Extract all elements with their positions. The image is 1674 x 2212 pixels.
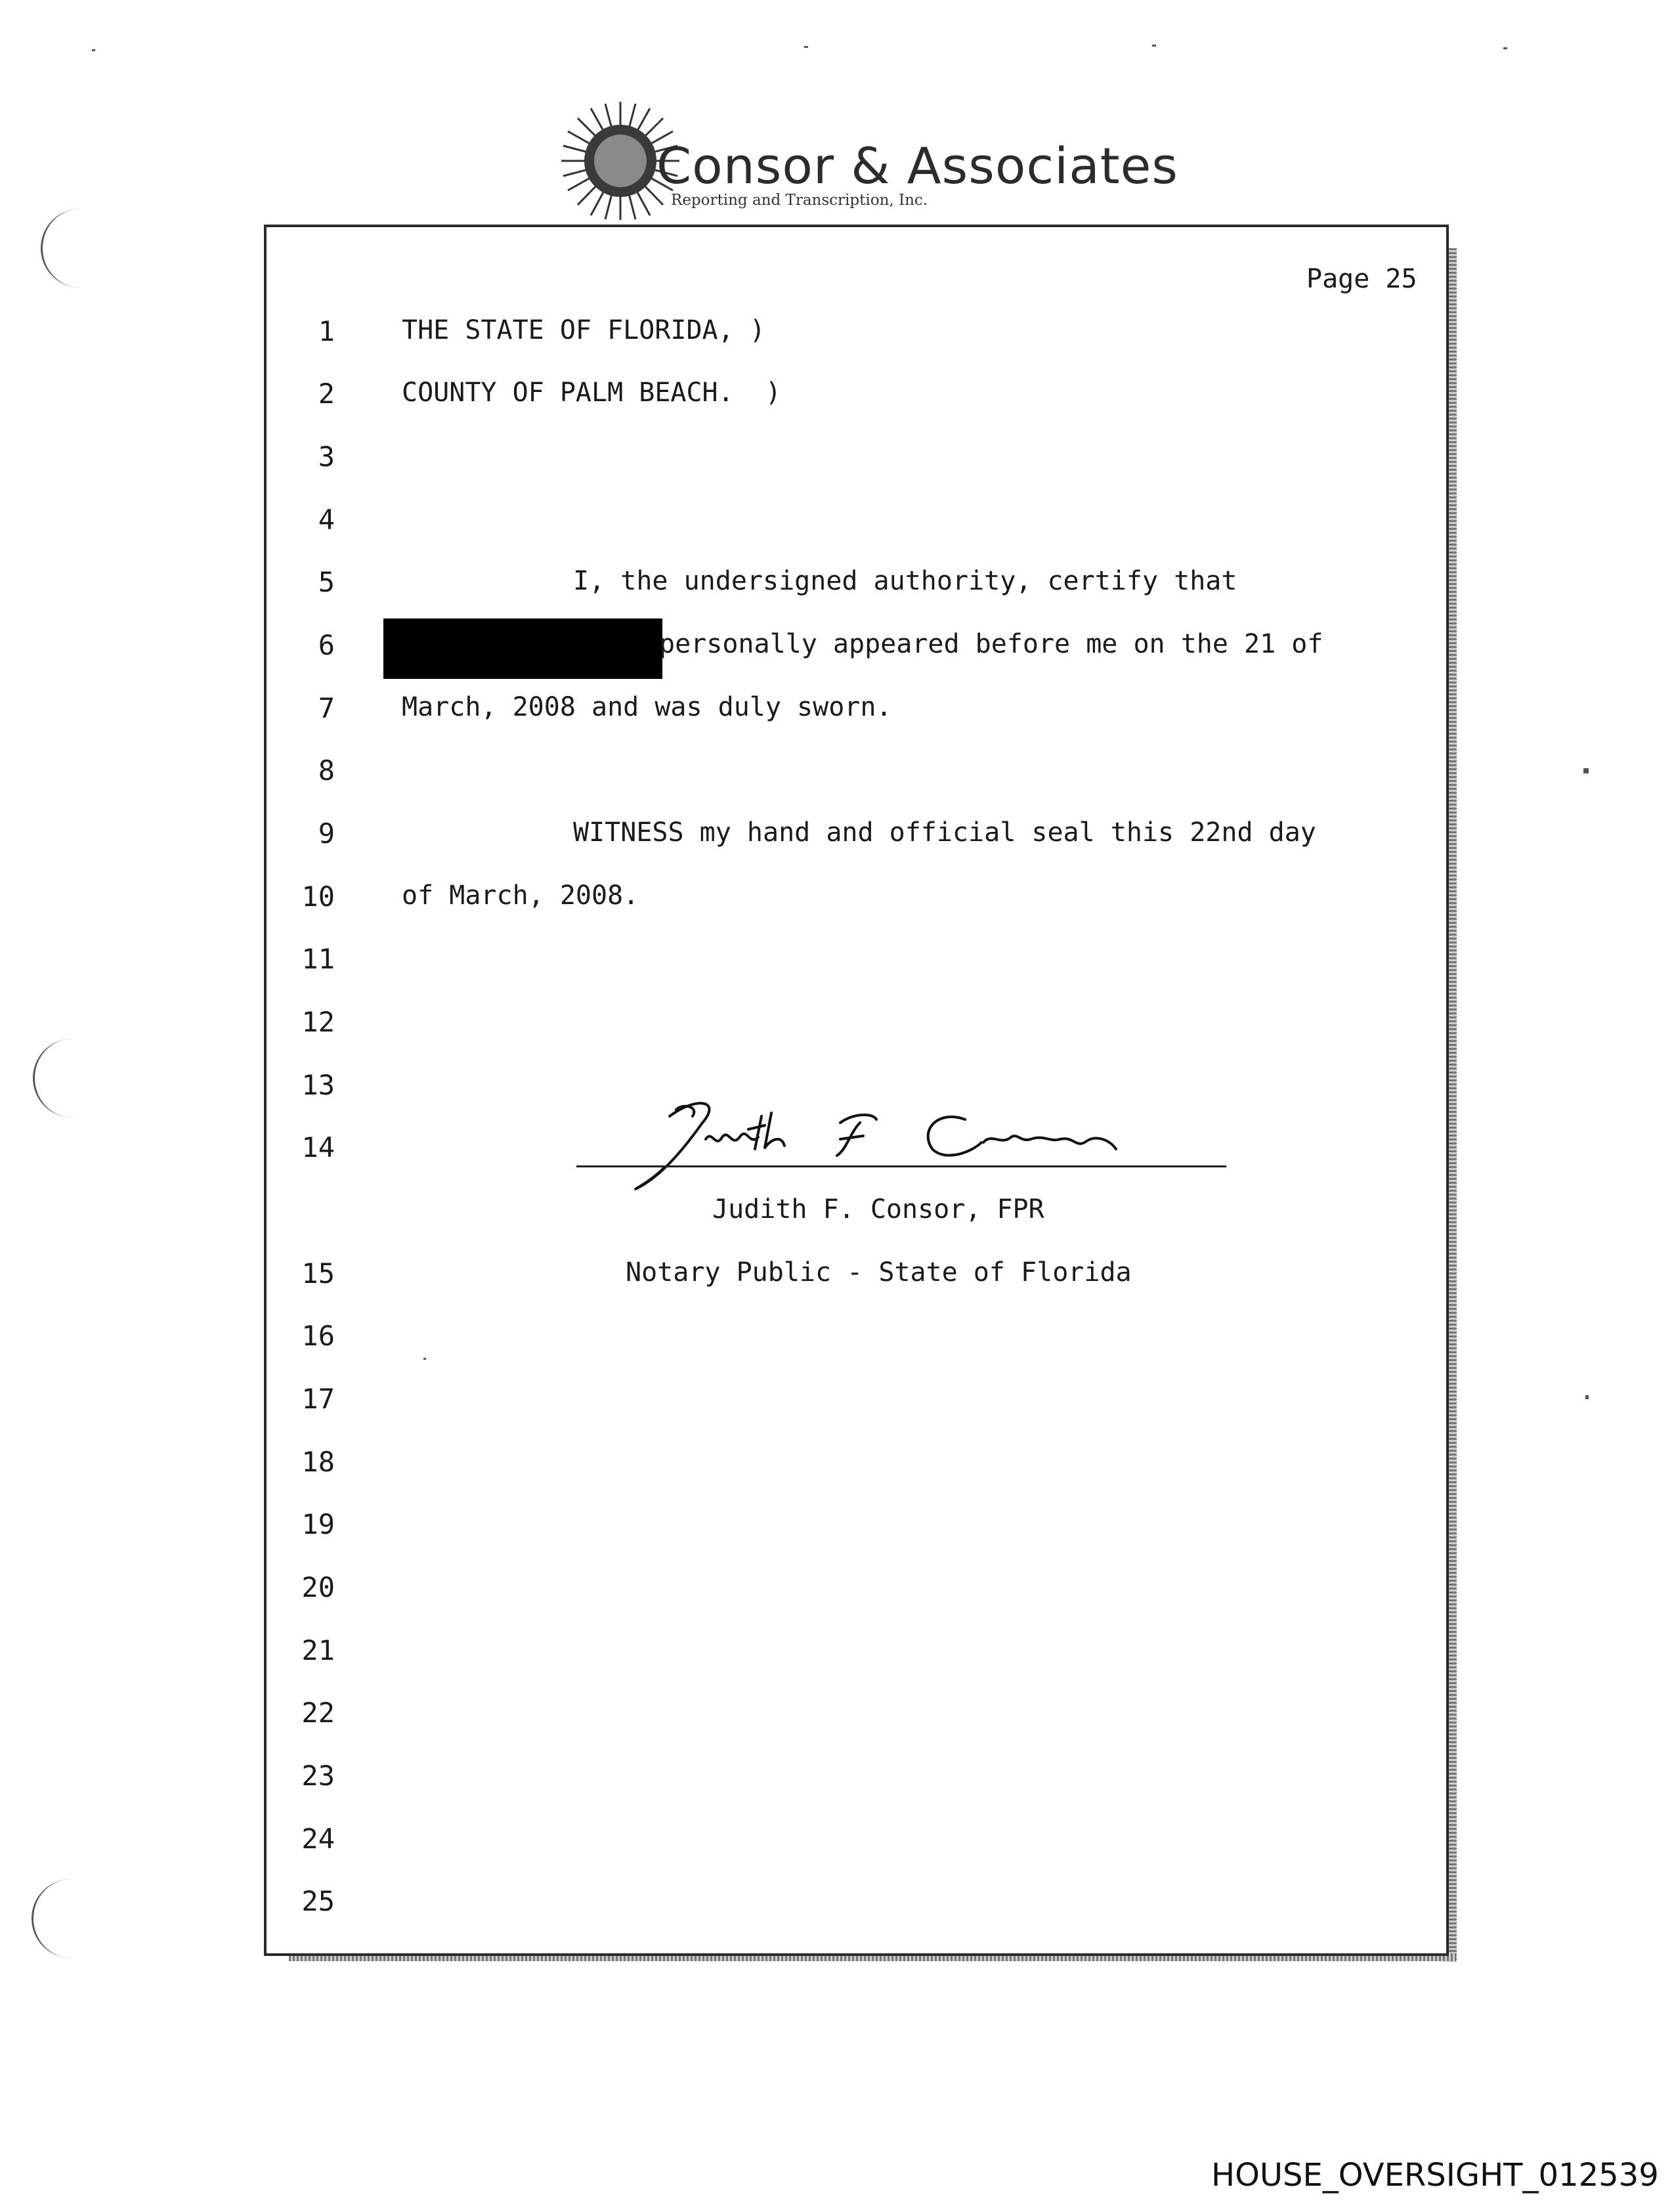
line-number: 24	[301, 1823, 335, 1855]
scan-speck	[1583, 768, 1589, 773]
line-number: 10	[301, 880, 335, 913]
transcript-line-2: COUNTY OF PALM BEACH. )	[402, 378, 781, 408]
line-number: 8	[318, 754, 335, 787]
punch-hole-bottom	[32, 1879, 79, 1958]
line-number: 6	[318, 629, 335, 661]
line-number: 15	[301, 1257, 335, 1290]
scan-speck	[804, 46, 808, 48]
handwritten-signature	[624, 1077, 1123, 1208]
redaction-block	[383, 618, 662, 679]
page-number: Page 25	[1306, 264, 1417, 294]
line-number: 17	[301, 1383, 335, 1415]
line-number: 2	[318, 378, 335, 410]
line-number: 20	[301, 1571, 335, 1603]
line-number: 3	[318, 441, 335, 473]
scan-speck	[423, 1358, 426, 1360]
line-number: 4	[318, 504, 335, 536]
scan-speck	[1503, 47, 1507, 49]
line-number: 11	[301, 943, 335, 975]
punch-hole-top	[41, 209, 89, 288]
company-subtitle: Reporting and Transcription, Inc.	[671, 192, 928, 209]
line-number: 7	[318, 692, 335, 724]
transcript-line-1: THE STATE OF FLORIDA, )	[402, 315, 765, 345]
line-number: 25	[301, 1885, 335, 1917]
line-number: 16	[301, 1320, 335, 1352]
transcript-line-9: WITNESS my hand and official seal this 22nd day	[573, 817, 1316, 848]
line-number: 13	[301, 1069, 335, 1101]
line-number: 22	[301, 1697, 335, 1729]
line-number: 12	[301, 1006, 335, 1038]
scan-speck	[1585, 1395, 1589, 1399]
transcript-line-6: personally appeared before me on the 21 of	[659, 629, 1323, 659]
line-number: 23	[301, 1760, 335, 1792]
line-number: 1	[318, 315, 335, 347]
transcript-line-15: Notary Public - State of Florida	[626, 1257, 1132, 1288]
signature-line	[576, 1165, 1226, 1167]
letterhead	[558, 98, 1178, 223]
transcript-line-5: I, the undersigned authority, certify that	[573, 566, 1237, 596]
transcript-line-7: March, 2008 and was duly sworn.	[402, 692, 892, 722]
company-name: Consor & Associates	[656, 137, 1178, 195]
punch-hole-middle	[33, 1039, 81, 1117]
scan-speck	[1152, 45, 1156, 47]
line-number: 18	[301, 1446, 335, 1478]
signer-name: Judith F. Consor, FPR	[712, 1194, 1044, 1225]
line-number: 21	[301, 1634, 335, 1666]
line-number: 9	[318, 817, 335, 850]
line-number: 14	[301, 1131, 335, 1163]
line-number: 5	[318, 566, 335, 598]
line-number: 19	[301, 1508, 335, 1540]
scan-speck	[92, 49, 95, 51]
transcript-line-10: of March, 2008.	[402, 880, 639, 911]
bates-number: HOUSE_OVERSIGHT_012539	[1211, 2157, 1659, 2194]
